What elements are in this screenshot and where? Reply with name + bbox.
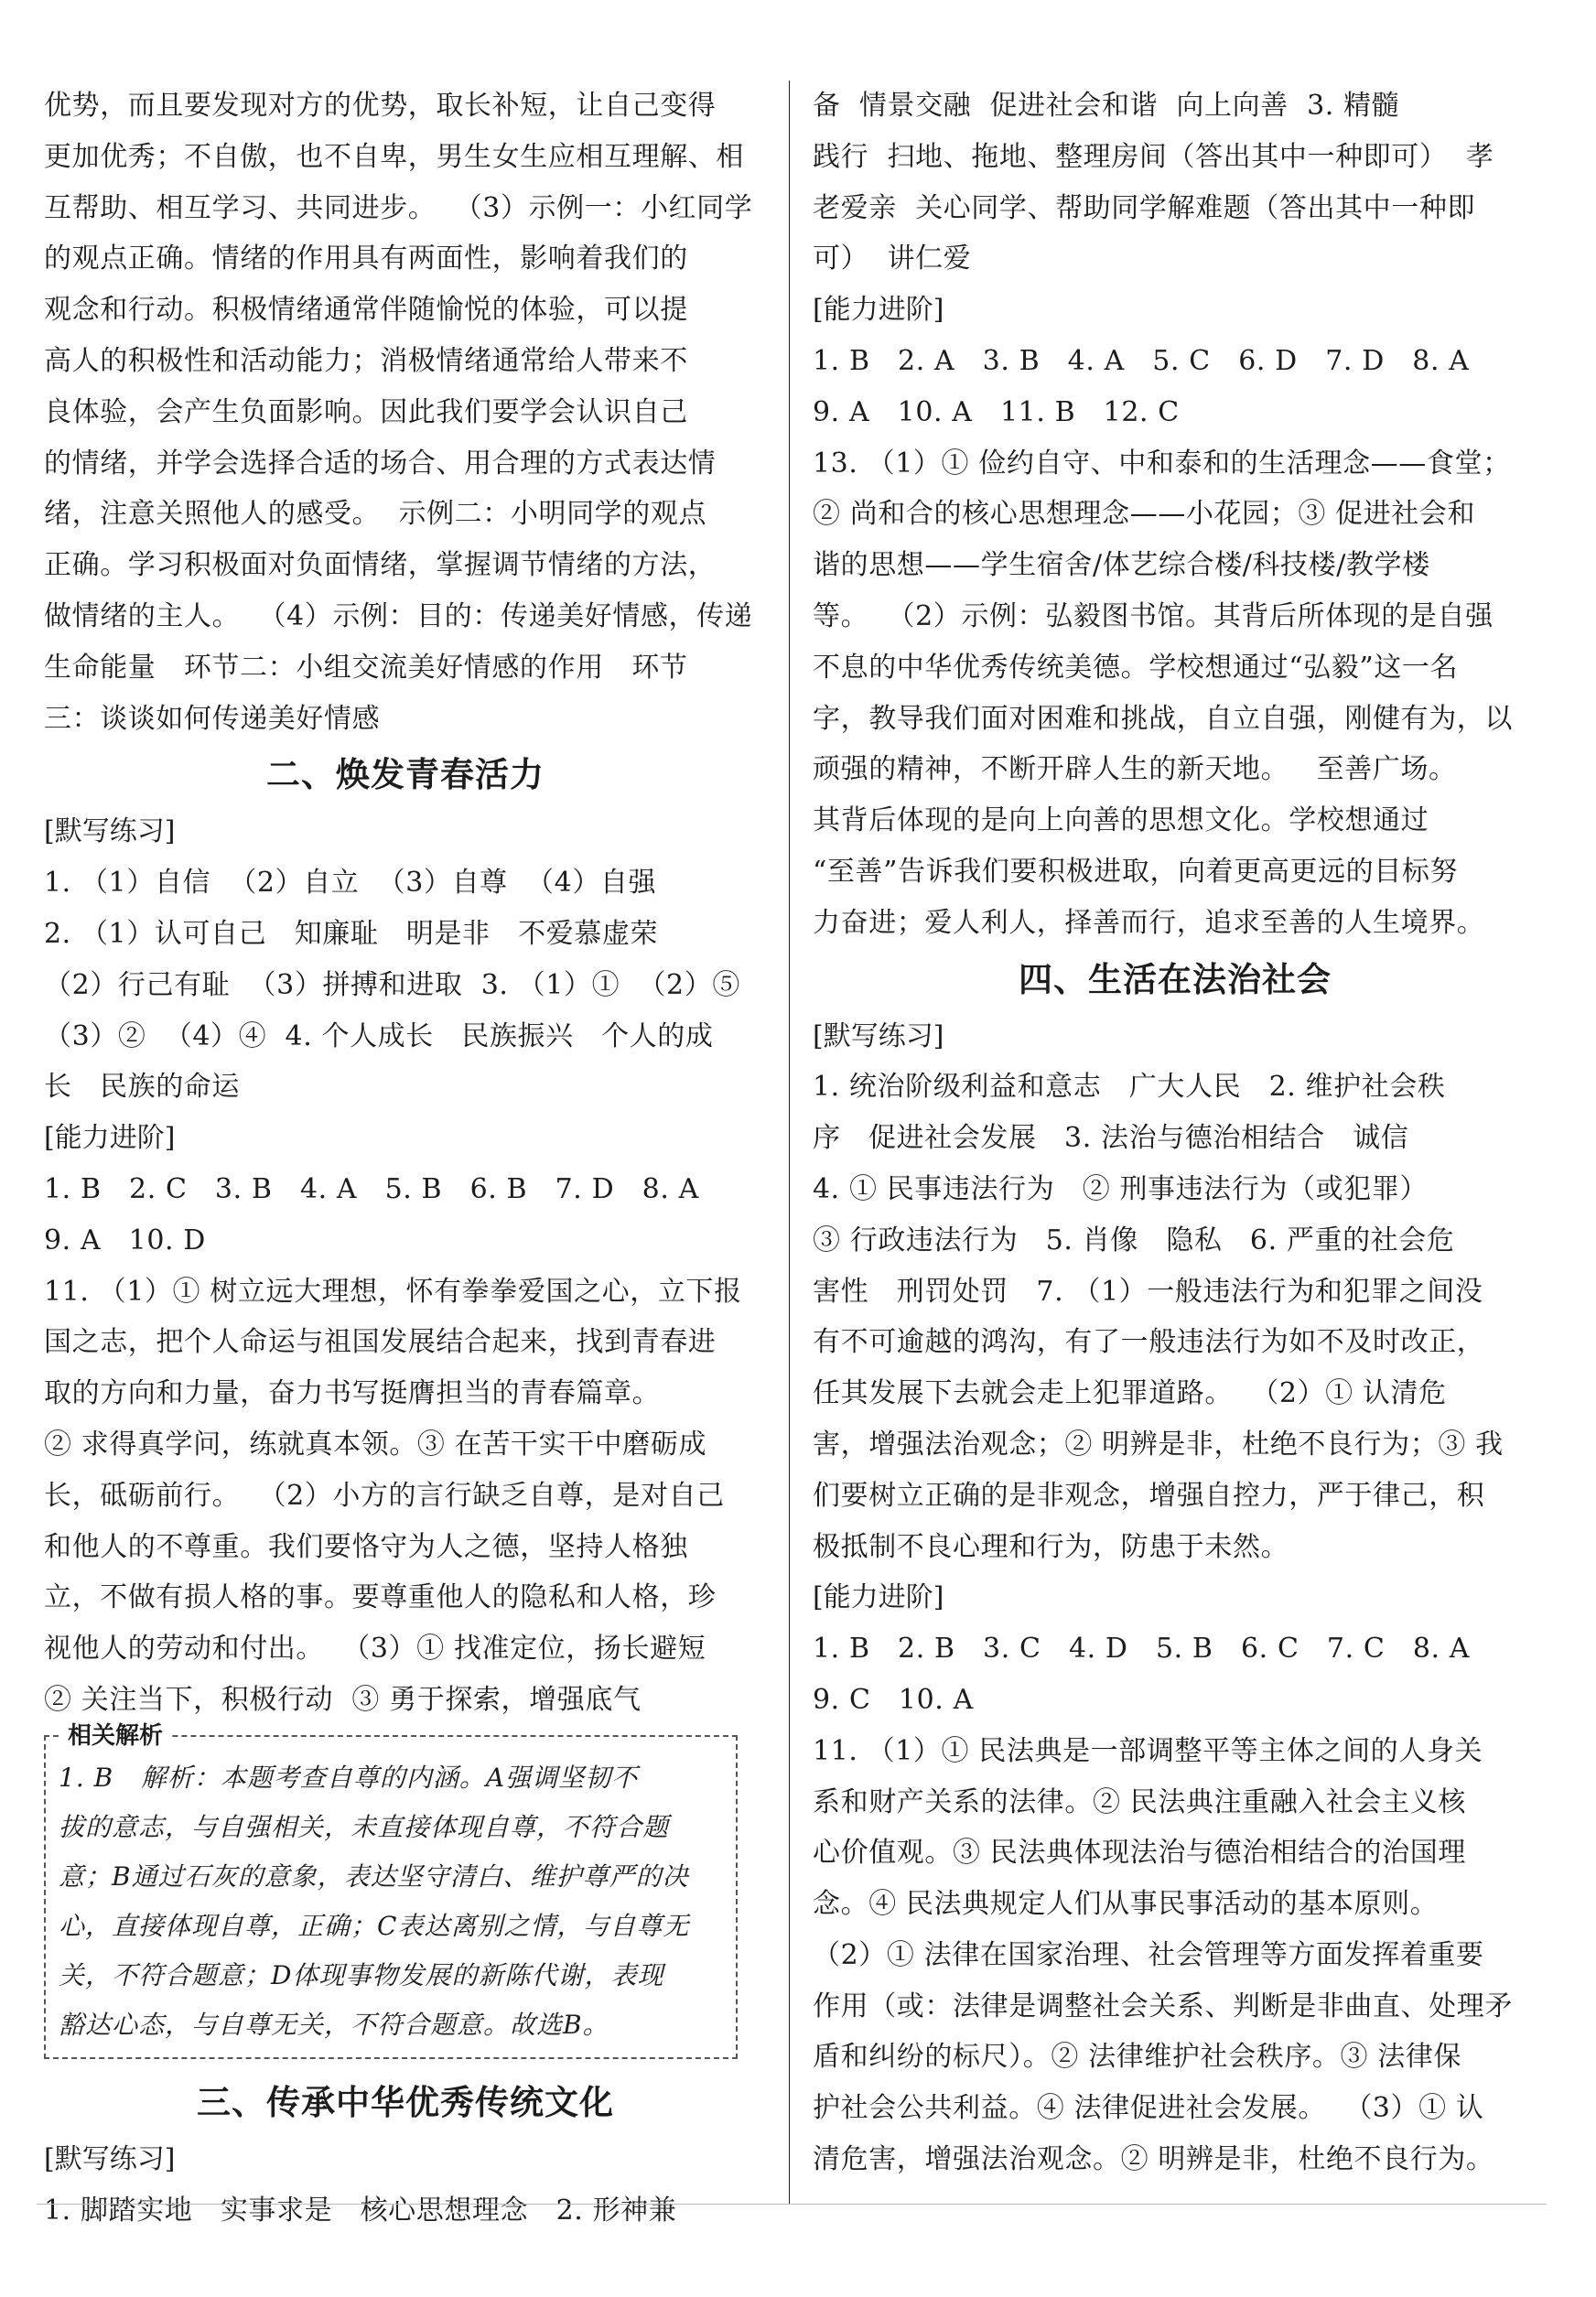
- analysis-line: 1. B 解析：本题考查自尊的内涵。A强调坚韧不: [59, 1762, 639, 1793]
- section-title-4: 四、生活在法治社会: [1019, 959, 1332, 999]
- text-line: 1. B 2. A 3. B 4. A 5. C 6. D 7. D 8. A: [813, 344, 1470, 377]
- text-line: （2）行己有耻 （3）拼搏和进取 3. （1）① （2）⑤: [44, 968, 740, 1001]
- text-line: 9. C 10. A: [813, 1683, 974, 1716]
- right-column: [813, 81, 1537, 2185]
- text-line: 有不可逾越的鸿沟，有了一般违法行为如不及时改正，: [813, 1326, 1485, 1359]
- analysis-line: 拔的意志，与自强相关，未直接体现自尊，不符合题: [59, 1811, 670, 1842]
- right-intro: [813, 81, 1537, 285]
- ability-label-text: 能力进阶: [54, 1122, 165, 1155]
- text-line: 的观点正确。情绪的作用具有两面性，影响着我们的: [44, 243, 688, 275]
- text-line: 更加优秀；不自傲，也不自卑，男生女生应相互理解、相: [44, 140, 744, 173]
- text-line: 观念和行动。积极情绪通常伴随愉悦的体验，可以提: [44, 294, 688, 327]
- text-line: 清危害，增强法治观念。② 明辨是非，杜绝不良行为。: [813, 2143, 1494, 2176]
- dictation-answers: [44, 857, 767, 1113]
- analysis-title: 相关解析: [60, 1720, 170, 1752]
- text-line: 心价值观。③ 民法典体现法治与德治相结合的治国理: [813, 1837, 1466, 1870]
- text-line: 11. （1）① 树立远大理想，怀有拳拳爱国之心，立下报: [44, 1275, 742, 1308]
- text-line: “至善”告诉我们要积极进取，向着更高更远的目标努: [813, 855, 1459, 888]
- page-bottom-rule: [37, 2204, 1547, 2205]
- text-line: 1. B 2. C 3. B 4. A 5. B 6. B 7. D 8. A: [44, 1172, 699, 1205]
- text-line: 不息的中华优秀传统美德。学校想通过“弘毅”这一名: [813, 651, 1459, 684]
- left-column: [44, 81, 767, 2236]
- ability-answers: [813, 336, 1537, 949]
- dictation-label-text: 默写练习: [823, 1019, 933, 1052]
- text-line: 等。 （2）示例：弘毅图书馆。其背后所体现的是自强: [813, 599, 1494, 632]
- text-line: 害，增强法治观念；② 明辨是非，杜绝不良行为；③ 我: [813, 1428, 1504, 1461]
- analysis-line: 豁达心态，与自尊无关，不符合题意。故选B。: [59, 2009, 609, 2040]
- text-line: 9. A 10. A 11. B 12. C: [813, 395, 1180, 428]
- text-line: 力奋进；爱人利人，择善而行，追求至善的人生境界。: [813, 906, 1485, 939]
- text-line: 互帮助、相互学习、共同进步。 （3）示例一：小红同学: [44, 191, 753, 224]
- text-line: 序 促进社会发展 3. 法治与德治相结合 诚信: [813, 1122, 1409, 1155]
- text-line: 长，砥砺前行。 （2）小方的言行缺乏自尊，是对自己: [44, 1479, 725, 1512]
- text-line: ③ 行政违法行为 5. 肖像 隐私 6. 严重的社会危: [813, 1224, 1455, 1256]
- left-intro: [44, 81, 767, 744]
- text-line: 1. （1）自信 （2）自立 （3）自尊 （4）自强: [44, 867, 657, 900]
- analysis-line: 心，直接体现自尊，正确；C表达离别之情，与自尊无: [59, 1910, 690, 1941]
- text-line: 高人的积极性和活动能力；消极情绪通常给人带来不: [44, 344, 688, 377]
- text-line: 们要树立正确的是非观念，增强自控力，严于律己，积: [813, 1479, 1485, 1512]
- ability-label-text: 能力进阶: [823, 294, 933, 327]
- ability-label: [能力进阶]: [44, 1122, 176, 1155]
- analysis-box: [44, 1721, 738, 2059]
- ability-label-text: 能力进阶: [823, 1581, 933, 1614]
- text-line: 视他人的劳动和付出。 （3）① 找准定位，扬长避短: [44, 1633, 706, 1666]
- text-line: 11. （1）① 民法典是一部调整平等主体之间的人身关: [813, 1734, 1483, 1767]
- text-line: 系和财产关系的法律。② 民法典注重融入社会主义核: [813, 1785, 1466, 1818]
- text-line: 任其发展下去就会走上犯罪道路。 （2）① 认清危: [813, 1377, 1447, 1410]
- analysis-line: 意；B通过石灰的意象，表达坚守清白、维护尊严的决: [59, 1860, 689, 1892]
- text-line: 优势，而且要发现对方的优势，取长补短，让自己变得: [44, 90, 717, 122]
- section-title-3: 三、传承中华优秀传统文化: [197, 2082, 614, 2122]
- text-line: 生命能量 环节二：小组交流美好情感的作用 环节: [44, 651, 688, 684]
- column-divider: [789, 81, 790, 2204]
- text-line: 践行 扫地、拖地、整理房间（答出其中一种即可） 孝: [813, 140, 1494, 173]
- text-line: 正确。学习积极面对负面情绪，掌握调节情绪的方法，: [44, 549, 717, 582]
- text-line: 1. B 2. B 3. C 4. D 5. B 6. C 7. C 8. A: [813, 1633, 1471, 1666]
- text-line: 其背后体现的是向上向善的思想文化。学校想通过: [813, 804, 1429, 837]
- text-line: 顽强的精神，不断开辟人生的新天地。 至善广场。: [813, 753, 1457, 786]
- text-line: 做情绪的主人。 （4）示例：目的：传递美好情感，传递: [44, 599, 753, 632]
- text-line: 三：谈谈如何传递美好情感: [44, 702, 381, 735]
- text-line: 字，教导我们面对困难和挑战，自立自强，刚健有为，以: [813, 702, 1513, 735]
- section-title-2: 二、焕发青春活力: [266, 755, 545, 795]
- text-line: 害性 刑罚处罚 7. （1）一般违法行为和犯罪之间没: [813, 1275, 1483, 1308]
- text-line: 念。④ 民法典规定人们从事民事活动的基本原则。: [813, 1888, 1439, 1921]
- text-line: （2）① 法律在国家治理、社会管理等方面发挥着重要: [813, 1938, 1484, 1971]
- dictation-label-text: 默写练习: [54, 2142, 165, 2175]
- analysis-line: 关，不符合题意；D体现事物发展的新陈代谢，表现: [59, 1959, 664, 1990]
- text-line: 立，不做有损人格的事。要尊重他人的隐私和人格，珍: [44, 1581, 717, 1614]
- text-line: 可） 讲仁爱: [813, 243, 972, 275]
- text-line: 良体验，会产生负面影响。因此我们要学会认识自己: [44, 395, 688, 428]
- text-line: 作用（或：法律是调整社会关系、判断是非曲直、处理矛: [813, 1990, 1513, 2022]
- text-line: 长 民族的命运: [44, 1071, 241, 1104]
- text-line: 9. A 10. D: [44, 1224, 206, 1256]
- text-line: ② 求得真学问，练就真本领。③ 在苦干实干中磨砺成: [44, 1428, 707, 1461]
- text-line: 老爱亲 关心同学、帮助同学解难题（答出其中一种即: [813, 191, 1476, 224]
- text-line: ② 关注当下，积极行动 ③ 勇于探索，增强底气: [44, 1683, 642, 1716]
- dictation-label-text: 默写练习: [54, 815, 165, 848]
- text-line: 极抵制不良心理和行为，防患于未然。: [813, 1530, 1289, 1563]
- text-line: 盾和纠纷的标尺）。② 法律维护社会秩序。③ 法律保: [813, 2041, 1462, 2074]
- ability-label: [能力进阶]: [813, 294, 944, 327]
- text-line: 备 情景交融 促进社会和谐 向上向善 3. 精髓: [813, 90, 1400, 122]
- dictation-label: [默写练习]: [44, 2142, 176, 2175]
- text-line: 4. ① 民事违法行为 ② 刑事违法行为（或犯罪）: [813, 1172, 1429, 1205]
- text-line: 的情绪，并学会选择合适的场合、用合理的方式表达情: [44, 447, 717, 480]
- ability-answers: [44, 1164, 767, 1726]
- text-line: 1. 脚踏实地 实事求是 核心思想理念 2. 形神兼: [44, 2194, 677, 2227]
- text-line: （3）② （4）④ 4. 个人成长 民族振兴 个人的成: [44, 1019, 714, 1052]
- text-line: 取的方向和力量，奋力书写挺膺担当的青春篇章。: [44, 1377, 661, 1410]
- ability-label: [能力进阶]: [813, 1581, 944, 1614]
- text-line: 1. 统治阶级利益和意志 广大人民 2. 维护社会秩: [813, 1071, 1446, 1104]
- text-line: 和他人的不尊重。我们要恪守为人之德，坚持人格独: [44, 1530, 688, 1563]
- text-line: 谐的思想——学生宿舍/体艺综合楼/科技楼/教学楼: [813, 549, 1430, 582]
- text-line: ② 尚和合的核心思想理念——小花园；③ 促进社会和: [813, 498, 1476, 531]
- text-line: 护社会公共利益。④ 法律促进社会发展。 （3）① 认: [813, 2092, 1484, 2125]
- dictation-label: [默写练习]: [44, 815, 176, 848]
- ability-answers: [813, 1623, 1537, 2185]
- text-line: 2. （1）认可自己 知廉耻 明是非 不爱慕虚荣: [44, 917, 659, 950]
- text-line: 国之志，把个人命运与祖国发展结合起来，找到青春进: [44, 1326, 717, 1359]
- dictation-answers: [813, 1062, 1537, 1572]
- text-line: 绪，注意关照他人的感受。 示例二：小明同学的观点: [44, 498, 707, 531]
- text-line: 13. （1）① 俭约自守、中和泰和的生活理念——食堂；: [813, 447, 1511, 480]
- dictation-label: [默写练习]: [813, 1019, 944, 1052]
